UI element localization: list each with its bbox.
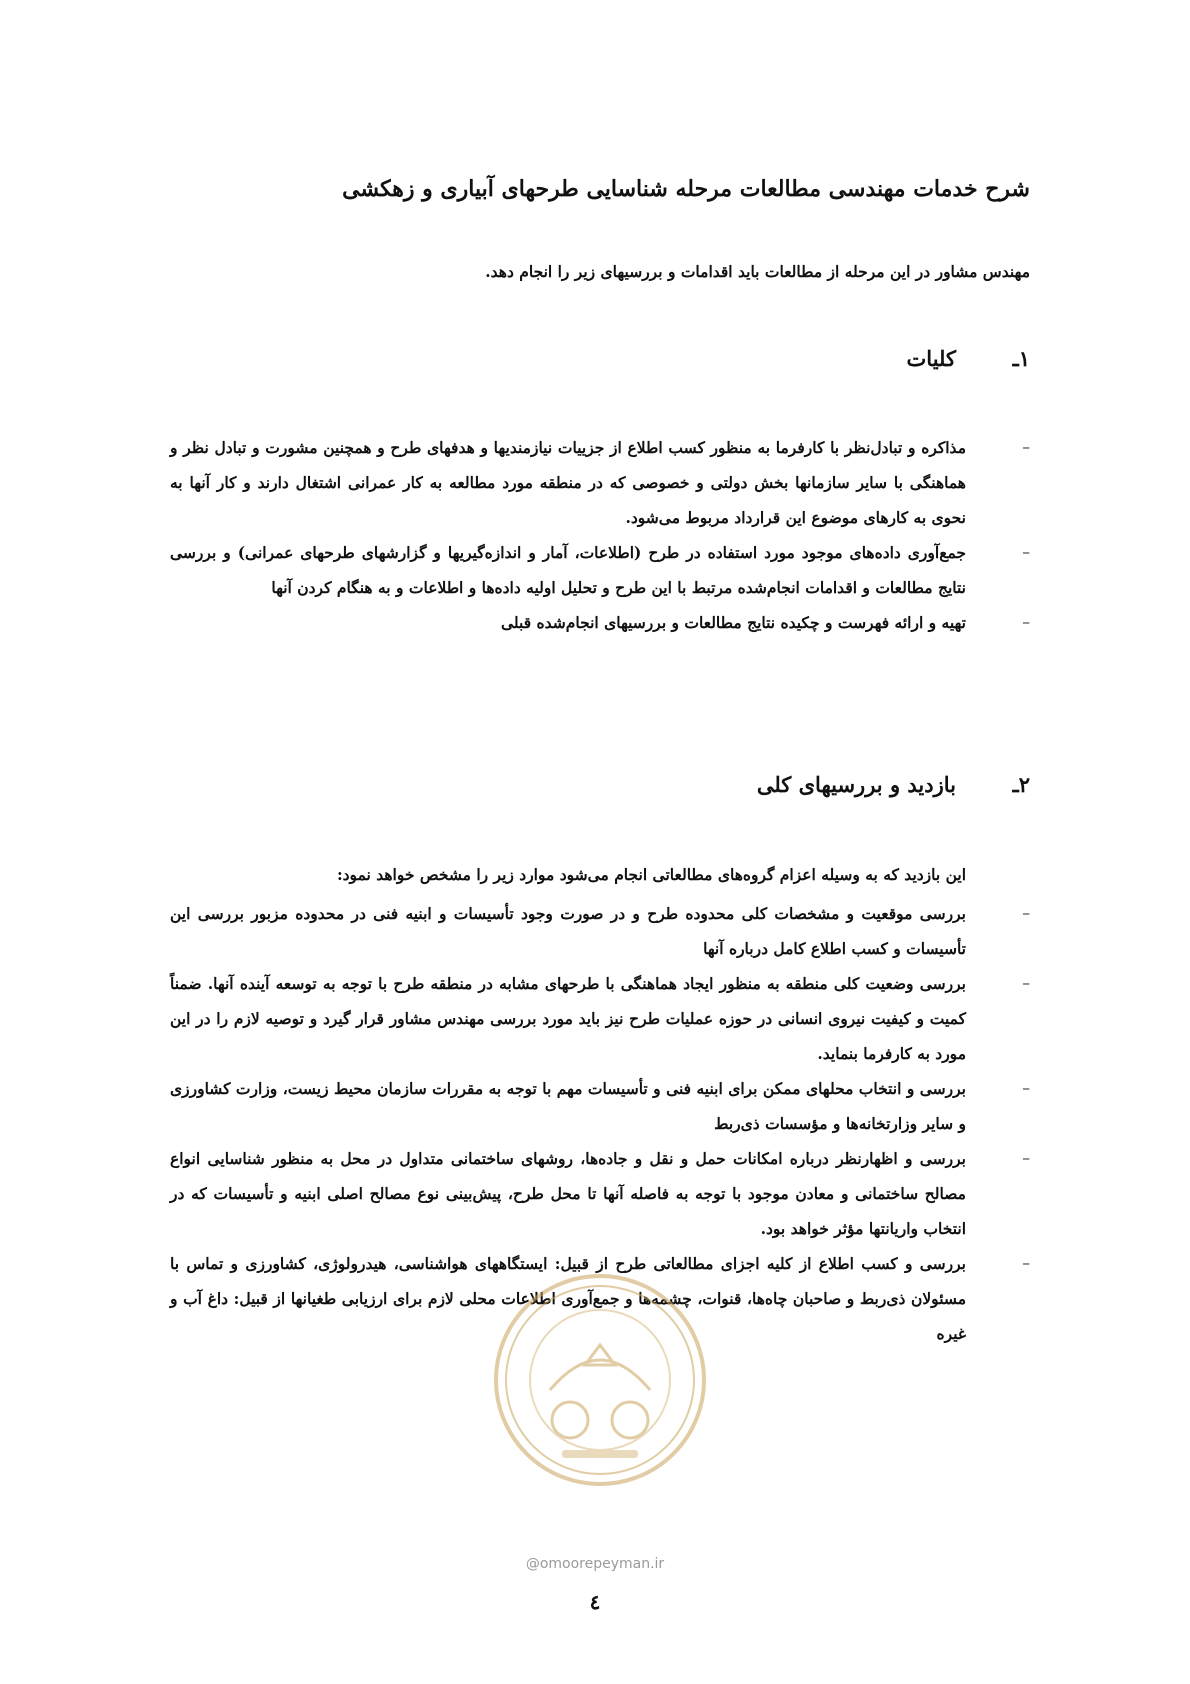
section-1-list [170,430,1030,640]
page-title: شرح خدمات مهندسی مطالعات مرحله شناسایی طرحهای آبیاری و زهکشی [342,176,1030,202]
list-item-text: بررسی وضعیت کلی منطقه به منظور ایجاد هماهنگی با طرحهای مشابه در منطقه طرح با توجه به توسعه آینده آنها. ضمناً کمیت و کیفیت نیروی انسانی در حوزه عملیات طرح نیز باید مورد بررسی مهندس مشاور قرار گیرد و توصیه لازم را در این مورد به کارفرما بنماید. [170,974,966,1063]
intro-paragraph: مهندس مشاور در این مرحله از مطالعات باید اقدامات و بررسیهای زیر را انجام دهد. [485,262,1030,281]
dash-bullet-icon: – [1022,543,1030,561]
section-1-number: ۱ـ [1012,346,1030,371]
list-item [170,1141,1030,1246]
list-item-text: جمع‌آوری داده‌های موجود مورد استفاده در طرح (اطلاعات، آمار و اندازه‌گیریها و گزارشهای طرحهای عمرانی) و بررسی نتایج مطالعات و اقدامات انجام‌شده مرتبط با این طرح و تحلیل اولیه داده‌ها و اطلاعات و به هنگام کردن آنها [170,543,966,597]
list-item [170,966,1030,1071]
seal-stamp-icon [490,1270,710,1490]
dash-bullet-icon: – [1022,438,1030,456]
list-item [170,430,1030,535]
list-item-text: بررسی و کسب اطلاع از کلیه اجزای مطالعاتی طرح از قبیل: ایستگاههای هواشناسی، هیدرولوژی، کشاورزی و تماس با مسئولان ذی‌ربط و صاحبان چاه‌ها، قنوات، چشمه‌ها و جمع‌آوری اطلاعات محلی لازم برای ارزیابی طغیانها از قبیل: داغ آب و غیره [170,1254,966,1343]
list-item-text: تهیه و ارائه فهرست و چکیده نتایج مطالعات و بررسیهای انجام‌شده قبلی [501,613,966,632]
page-number: ٤ [589,1590,601,1614]
list-item [170,535,1030,605]
list-item-text: بررسی و اظهارنظر درباره امکانات حمل و نقل و جاده‌ها، روشهای ساختمانی متداول در محل به منظور شناسایی انواع مصالح ساختمانی و معادن موجود با توجه به فاصله آنها تا محل طرح، پیش‌بینی نوع مصالح اصلی ابنیه و تأسیسات که در انتخاب واریانتها مؤثر خواهد بود. [170,1149,966,1238]
section-2-number: ۲ـ [1012,772,1030,797]
section-1-title: کلیات [906,346,956,371]
list-item-text: مذاکره و تبادل‌نظر با کارفرما به منظور کسب اطلاع از جزییات نیازمندیها و هدفهای طرح و همچنین مشورت و تبادل نظر و هماهنگی با سایر سازمانها بخش دولتی و خصوصی که در منطقه مورد مطالعه به کار عمرانی اشتغال دارند و کار آنها به نحوی به کارهای موضوع این قرارداد مربوط می‌شود. [170,438,966,527]
list-item [170,605,1030,640]
watermark-website: @omoorepeyman.ir [525,1556,665,1572]
list-item [170,1071,1030,1141]
section-2-lead: این بازدید که به وسیله اعزام گروه‌های مطالعاتی انجام می‌شود موارد زیر را مشخص خواهد نمود: [336,865,966,884]
dash-bullet-icon: – [1022,1079,1030,1097]
dash-bullet-icon: – [1022,904,1030,922]
dash-bullet-icon: – [1022,1254,1030,1272]
dash-bullet-icon: – [1022,613,1030,631]
list-item-text: بررسی و انتخاب محلهای ممکن برای ابنیه فنی و تأسیسات مهم با توجه به مقررات سازمان محیط زیست، وزارت کشاورزی و سایر وزارتخانه‌ها و مؤسسات ذی‌ربط [170,1079,966,1133]
dash-bullet-icon: – [1022,974,1030,992]
section-2-heading [160,772,1030,797]
dash-bullet-icon: – [1022,1149,1030,1167]
section-2-title: بازدید و بررسیهای کلی [756,772,956,797]
list-item-text: بررسی موقعیت و مشخصات کلی محدوده طرح و در صورت وجود تأسیسات و ابنیه فنی در محدوده مزبور بررسی این تأسیسات و کسب اطلاع کامل درباره آنها [170,904,966,958]
section-1-heading [160,346,1030,371]
list-item [170,896,1030,966]
